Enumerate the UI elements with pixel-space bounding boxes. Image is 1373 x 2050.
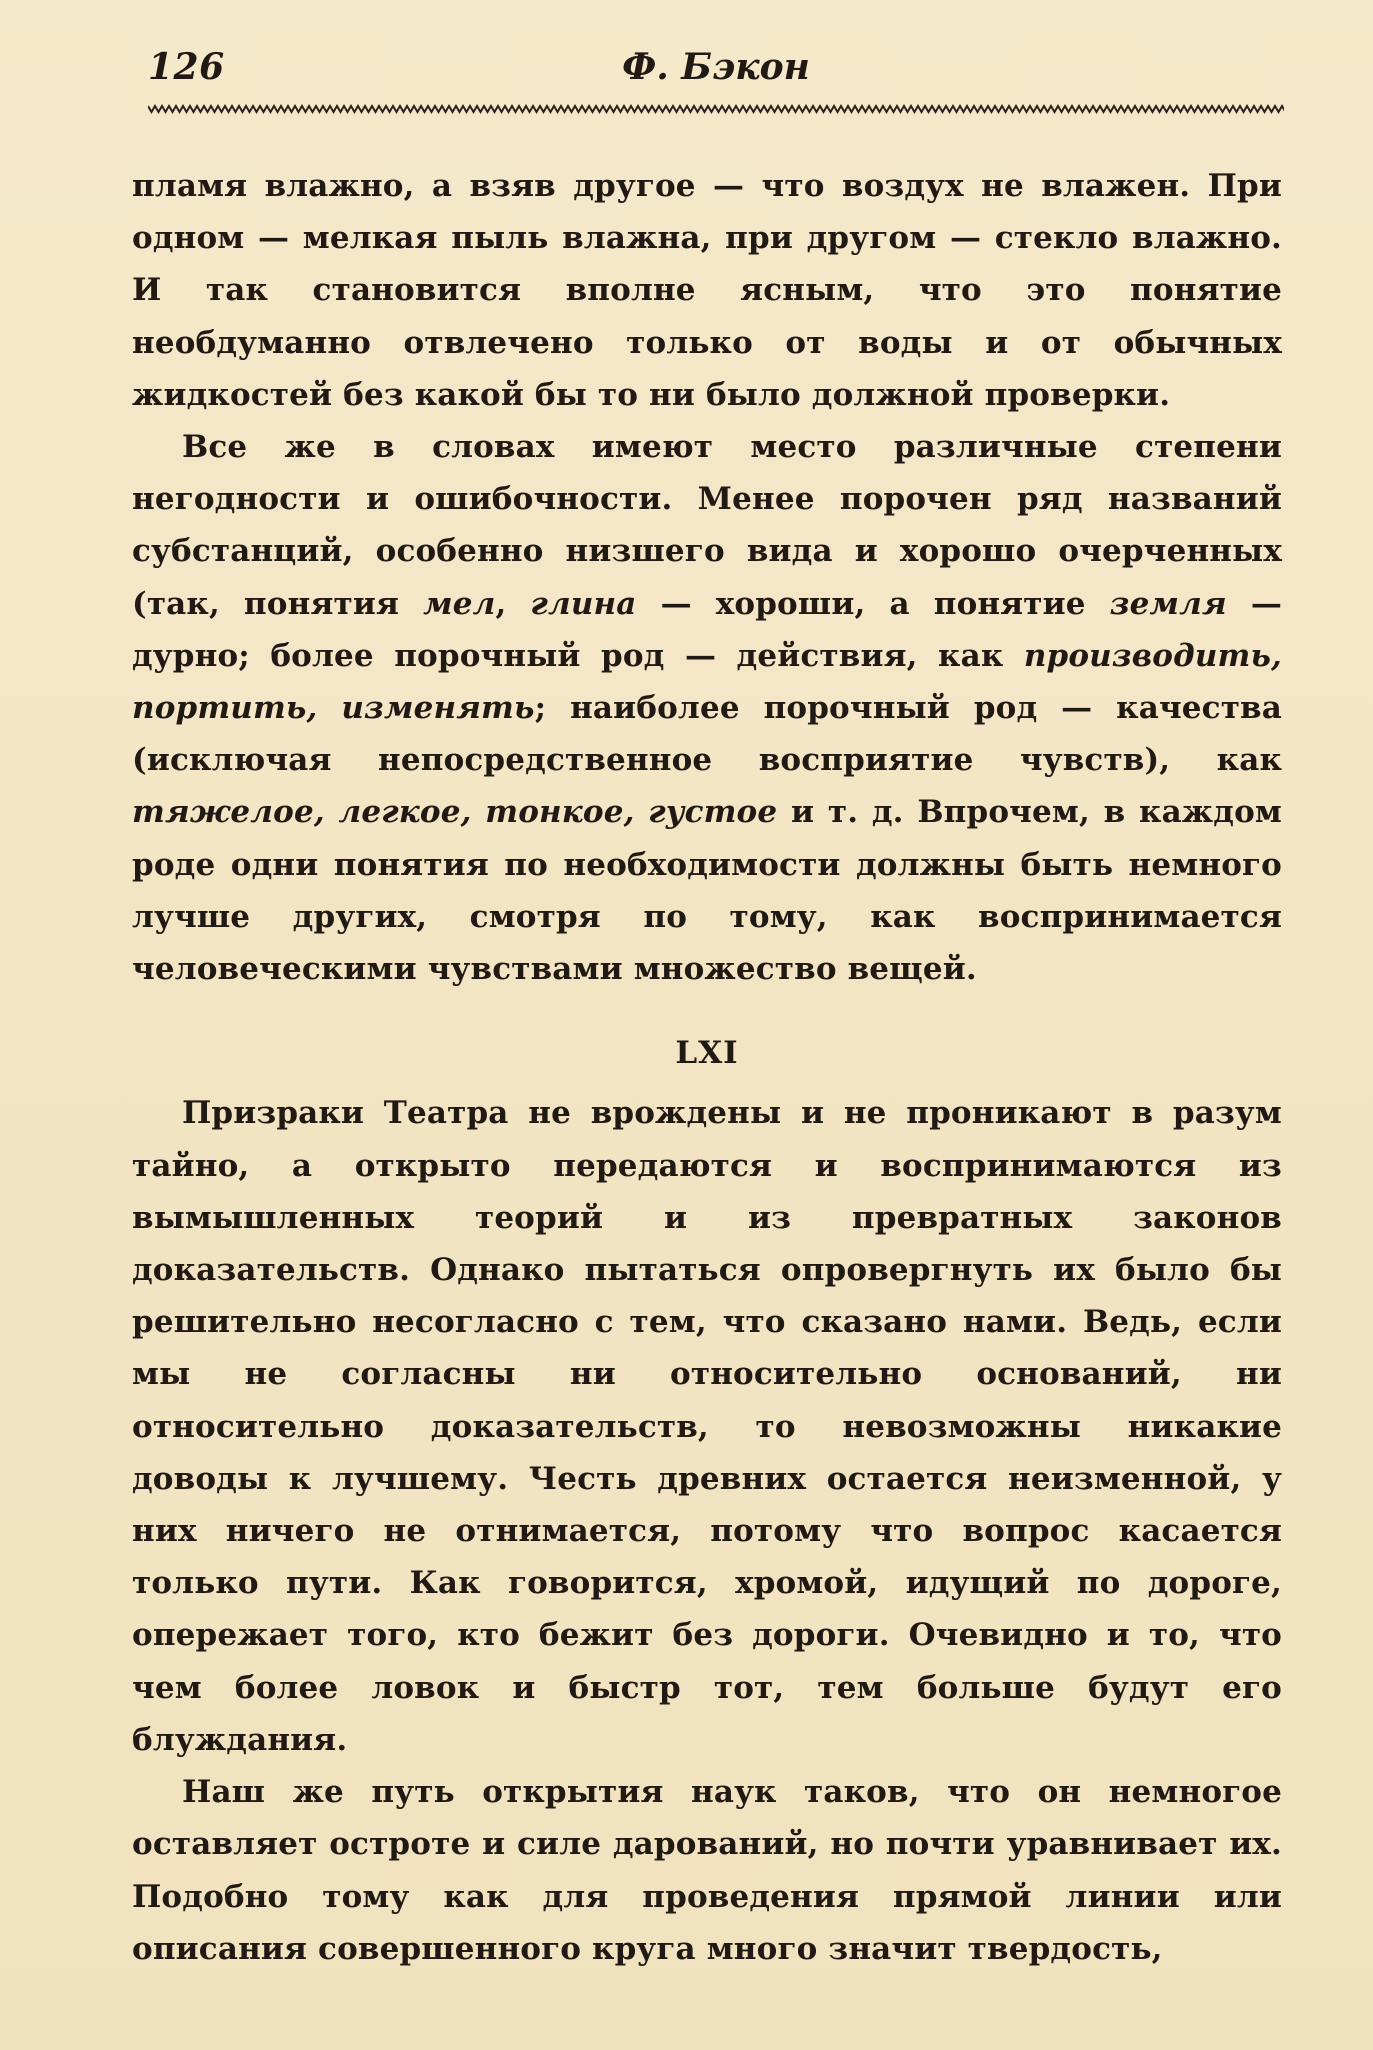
italic-terms: производить, портить, изменять	[132, 637, 1282, 727]
text-run: ,	[495, 585, 531, 622]
text-run: ; наиболее порочный род — качества (исключая непосредственное восприятие чувств), как	[132, 690, 1282, 779]
paragraph-word-defects	[132, 421, 1282, 995]
running-head: Ф. Бэкон	[622, 46, 810, 88]
paragraph-our-method: Наш же путь открытия наук таков, что он немногое оставляет остроте и силе дарований, но почти уравнивает их. Подобно тому как для проведения прямой линии или описания совершенного круга много значит твердость,	[132, 1774, 1282, 1967]
ornamental-rule	[148, 104, 1284, 114]
paragraph-continued: пламя влажно, а взяв другое — что воздух не влажен. При одном — мелкая пыль влажна, при другом — стекло влажно. И так становится вполне ясным, что это понятие необдуманно отвлечено только от воды и от обычных жидкостей без какой бы то ни было должной проверки.	[132, 168, 1282, 413]
text-run: — хороши, а понятие	[636, 585, 1110, 622]
text-run: — дурно; более порочный род — действия, как	[132, 585, 1283, 674]
page-header	[148, 46, 1284, 98]
text-run: и т. д. Впрочем, в каждом роде одни понятия по необходимости должны быть немного лучше других, смотря по тому, как воспринимается человеческими чувствами множество вещей.	[132, 794, 1282, 988]
italic-term: мел	[423, 585, 496, 622]
paragraph-idols-theatre: Призраки Театра не врождены и не проникают в разум тайно, а открыто передаются и воспринимаются из вымышленных теорий и из превратных законов доказательств. Однако пытаться опровергнуть их было бы решительно несогласно с тем, что сказано нами. Ведь, если мы не согласны ни относительно оснований, ни относительно доказательств, то невозможны никакие доводы к лучшему. Честь древних остается неизменной, у них ничего не отнимается, потому что вопрос касается только пути. Как говорится, хромой, идущий по дороге, опережает того, кто бежит без дороги. Очевидно и то, что чем более ловок и быстр тот, тем больше будут его блуждания.	[132, 1095, 1282, 1758]
page-body	[132, 160, 1282, 1975]
italic-term: глина	[530, 585, 637, 622]
italic-term: земля	[1109, 585, 1227, 622]
section-heading: LXI	[675, 1035, 739, 1072]
text-run: Все же в словах имеют место различные степени негодности и ошибочности. Менее порочен ряд названий субстанций, особенно низшего вида и хорошо очерченных (так, понятия	[132, 429, 1282, 622]
italic-terms: тяжелое, легкое, тонкое, густое	[132, 794, 778, 831]
page-number: 126	[148, 46, 225, 88]
